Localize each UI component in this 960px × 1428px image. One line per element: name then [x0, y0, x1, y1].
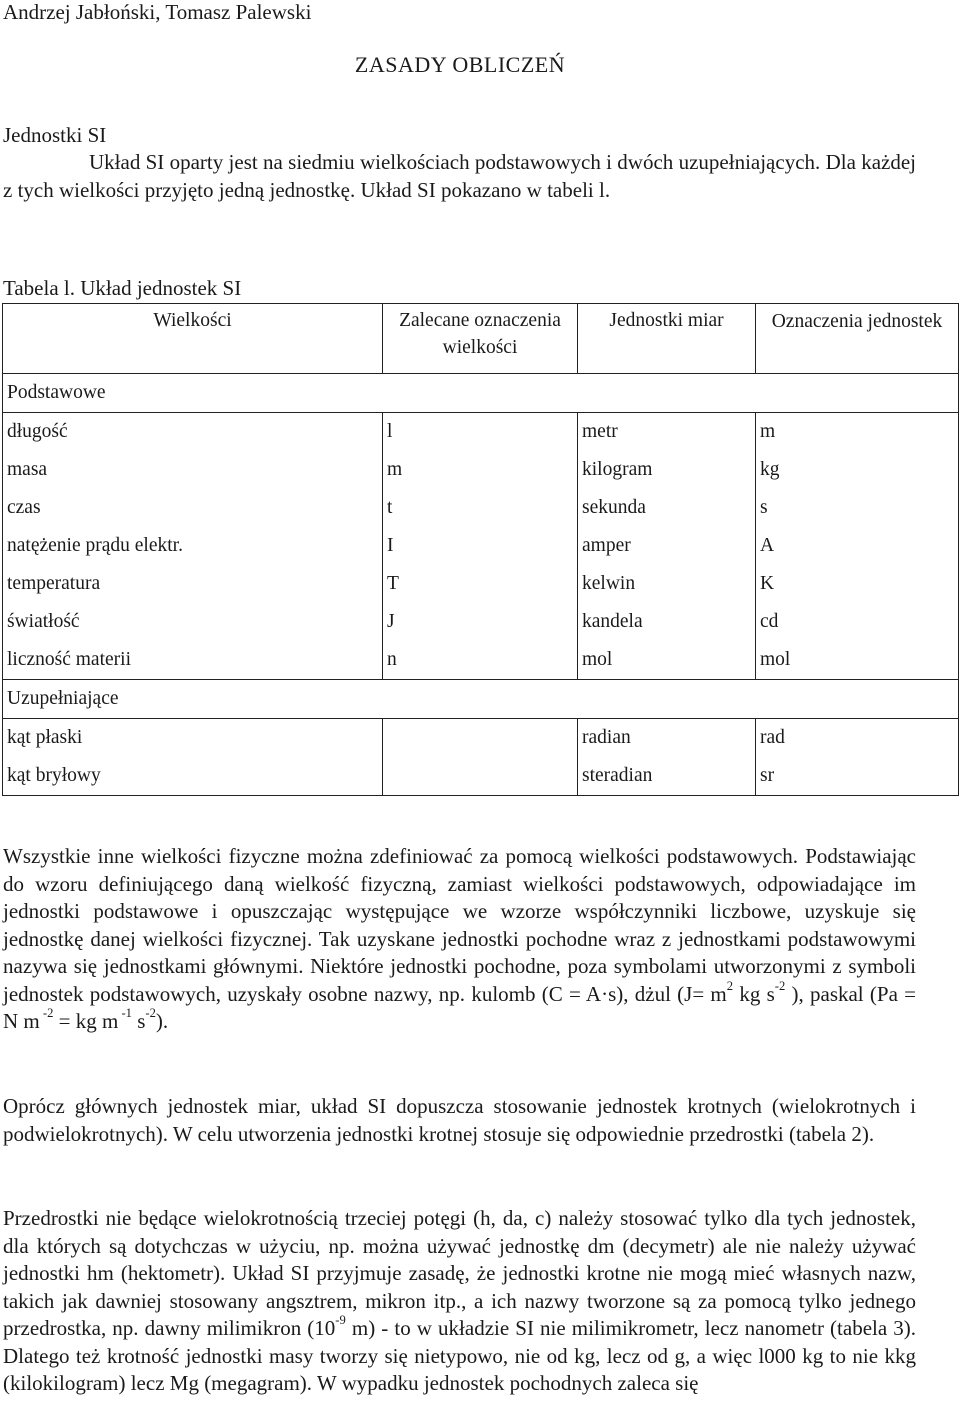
cell-unit-symbol: sr [756, 757, 959, 796]
cell-quantity: światłość [3, 603, 383, 641]
page-title: ZASADY OBLICZEŃ [354, 52, 566, 77]
p2-sup: -2 [145, 1006, 156, 1021]
cell-quantity: kąt płaski [3, 719, 383, 758]
cell-symbol: n [383, 641, 578, 680]
paragraph-multiples: Oprócz głównych jednostek miar, układ SI dopuszcza stosowanie jednostek krotnych (wielokrotnych i podwielokrotnych). W celu utworzenia jednostki krotnej stosuje się odpowiednie przedrostki (tabela 2). [3, 1094, 916, 1146]
cell-symbol: t [383, 489, 578, 527]
cell-unit-symbol: K [756, 565, 959, 603]
p4-sup: -9 [335, 1313, 346, 1328]
header-quantities: Wielkości [3, 304, 383, 374]
cell-unit-symbol: m [756, 413, 959, 452]
table-row [3, 527, 959, 565]
si-units-table [2, 303, 959, 796]
cell-symbol: l [383, 413, 578, 452]
p2-text: ). [155, 1009, 169, 1033]
p2-text: kg s [733, 981, 775, 1006]
p2-sup: -2 [774, 978, 786, 993]
cell-unit: mol [578, 641, 756, 680]
cell-symbol [383, 719, 578, 758]
cell-symbol: J [383, 603, 578, 641]
cell-unit: steradian [578, 757, 756, 796]
page-authors: Andrzej Jabłoński, Tomasz Palewski [3, 0, 312, 24]
cell-unit-symbol: s [756, 489, 959, 527]
basic-rows [3, 413, 959, 680]
table-caption: Tabela l. Układ jednostek SI [3, 276, 242, 300]
group-label-basic: Podstawowe [3, 374, 959, 413]
cell-unit: metr [578, 413, 756, 452]
paragraph-derived-units [3, 843, 916, 1036]
intro-text: Układ SI oparty jest na siedmiu wielkościach podstawowych i dwóch uzupełniających. Dla każdej z tych wielkości przyjęto jedną jednostkę. Układ SI pokazano w tabeli l. [3, 150, 916, 202]
group-row-supplementary [3, 680, 959, 719]
cell-symbol: T [383, 565, 578, 603]
supplementary-rows [3, 719, 959, 796]
p2-text: ), paskal (Pa = N m [3, 981, 916, 1033]
cell-unit-symbol: kg [756, 451, 959, 489]
cell-unit-symbol: rad [756, 719, 959, 758]
cell-quantity: liczność materii [3, 641, 383, 680]
cell-unit: kandela [578, 603, 756, 641]
cell-symbol: m [383, 451, 578, 489]
p2-sup: -1 [118, 1006, 132, 1021]
cell-symbol: I [383, 527, 578, 565]
cell-unit: amper [578, 527, 756, 565]
p2-text: = kg m [53, 1009, 119, 1033]
cell-unit-symbol: A [756, 527, 959, 565]
header-symbols: Zalecane oznaczenia wielkości [383, 304, 578, 374]
table-row [3, 641, 959, 680]
cell-quantity: natężenie prądu elektr. [3, 527, 383, 565]
table-row [3, 565, 959, 603]
table-header-row [3, 304, 959, 374]
header-units: Jednostki miar [578, 304, 756, 374]
cell-unit-symbol: cd [756, 603, 959, 641]
intro-paragraph [3, 149, 916, 204]
cell-unit: kelwin [578, 565, 756, 603]
cell-unit: sekunda [578, 489, 756, 527]
cell-quantity: temperatura [3, 565, 383, 603]
table-row [3, 413, 959, 452]
table-row [3, 719, 959, 758]
table-row [3, 603, 959, 641]
header-unit-symbols: Oznaczenia jednostek [756, 304, 959, 374]
group-row-basic [3, 374, 959, 413]
cell-symbol [383, 757, 578, 796]
cell-unit: kilogram [578, 451, 756, 489]
paragraph-prefixes [3, 1205, 916, 1398]
cell-unit: radian [578, 719, 756, 758]
group-label-supplementary: Uzupełniające [3, 680, 959, 719]
table-row [3, 489, 959, 527]
table-row [3, 451, 959, 489]
section-heading: Jednostki SI [3, 123, 107, 147]
p4-text: Przedrostki nie będące wielokrotnością trzeciej potęgi (h, da, c) należy stosować tylko dla tych jednostek, dla których są dotychczas w użyciu, np. można używać jednostkę dm (decymetr) ale nie należy używać jednostki hm (hektometr). Układ SI przyjmuje zasadę, że jednostki krotne nie mogą mieć własnych nazw, takich jak dawniej stosowany angsztrem, mikron itp., a ich nazwy tworzone są za pomocą tylko jednego przedrostka, np. dawny milimikron (10 [3, 1206, 916, 1340]
p2-text: Wszystkie inne wielkości fizyczne można zdefiniować za pomocą wielkości podstawowych. Podstawiając do wzoru definiującego daną wielkość fizyczną, zamiast wielkości podstawowych, odpowiadające im jednostki podstawowe i opuszczając występujące we wzorze współczynniki liczbowe, uzyskuje się jednostkę danej wielkości fizycznej. Tak uzyskane jednostki pochodne wraz z jednostkami podstawowymi nazywa się jednostkami głównymi. Niektóre jednostki pochodne, poza symbolami utworzonymi z symboli jednostek podstawowych, uzyskały osobne nazwy, np. kulomb (C = A·s), dżul (J= m [3, 844, 916, 1006]
p2-sup: 2 [726, 978, 734, 993]
cell-quantity: czas [3, 489, 383, 527]
cell-quantity: kąt bryłowy [3, 757, 383, 796]
cell-quantity: masa [3, 451, 383, 489]
p2-sup: -2 [39, 1006, 54, 1021]
p2-text: s [131, 1009, 146, 1033]
p4-text: m) - to w układzie SI nie milimikrometr, lecz nanometr (tabela 3). Dlatego też krotność jednostki masy tworzy się nietypowo, nie od kg, lecz od g, a więc l000 kg to nie kkg (kilokilogram) lecz Mg (megagram). W wypadku jednostek pochodnych zaleca się [3, 1316, 917, 1395]
table-row [3, 757, 959, 796]
cell-quantity: długość [3, 413, 383, 452]
cell-unit-symbol: mol [756, 641, 959, 680]
